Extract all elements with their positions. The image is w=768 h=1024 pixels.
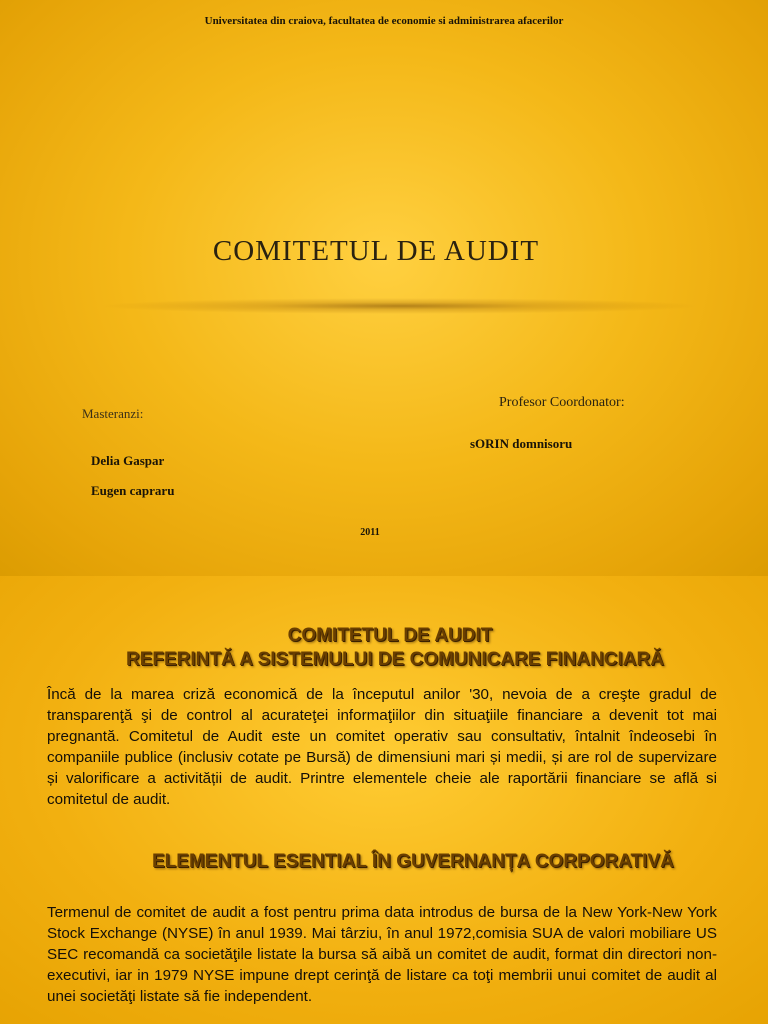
year-label: 2011 [360,527,380,538]
history-paragraph: Termenul de comitet de audit a fost pentru prima data introdus de bursa de la New York-New York Stock Exchange (NYSE) în anul 1939. Mai târziu, în anul 1972,comisia SUA de valori mobiliare US SEC recomandă ca societăţile listate la bursa să aibă un comitet de audit, format din directori non-executivi, iar in 1979 NYSE impune drept cerinţă de listare ca toţi membrii unui comitet de audit al unei societăţi listate să fie independent. [47,904,717,1005]
title-divider-shadow [100,298,700,314]
professor-name: sORIN domnisoru [470,436,573,451]
section-heading: ELEMENTUL ESENTIAL ÎN GUVERNANȚA CORPORATIVĂ [152,851,674,872]
student-name: Eugen capraru [91,483,175,498]
student-name: Delia Gaspar [91,453,165,468]
masters-label: Masteranzi: [82,406,144,421]
slide-heading: COMITETUL DE AUDIT [287,625,493,646]
intro-paragraph: Încă de la marea criză economică de la începutul anilor '30, nevoia de a creşte gradul de transparenţă şi de control al acurateţei informaţiilor din situaţiile financiare a devenit tot mai pregnantă. Comitetul de Audit este un comitet operativ sau consultativ, întalnit îndeosebi în companiile publice (inclusiv cotate pe Bursă) de dimensiuni mari și medii, și are rol de supervizare și valorificare a activității de audit. Printre elementele cheie ale raportării financiare se află si comitetul de audit. [47,686,717,808]
slide-title: COMITETUL DE AUDIT [212,235,540,267]
university-name: Universitatea din craiova, facultatea de economie si administrarea afacerilor [204,15,564,27]
professor-label: Profesor Coordonator: [499,395,625,410]
slide-subheading: REFERINTĂ A SISTEMULUI DE COMUNICARE FINANCIARĂ [126,649,664,670]
content-slide [0,576,768,1024]
